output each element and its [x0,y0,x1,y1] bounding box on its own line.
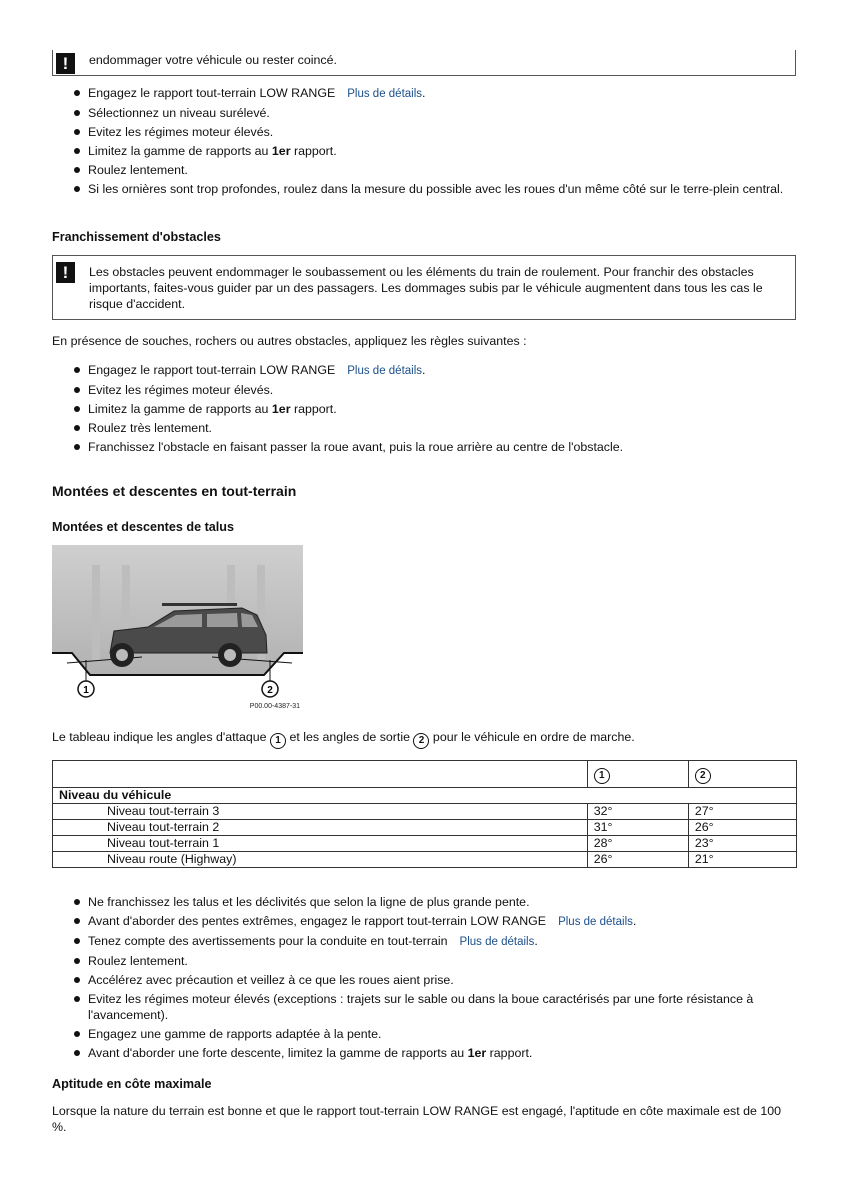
heading-talus: Montées et descentes de talus [52,520,234,534]
angles-table [52,760,797,868]
list-item: Evitez les régimes moteur élevés. [88,382,788,398]
angle-1-icon: 1 [270,733,286,749]
list-item: Engagez une gamme de rapports adaptée à la pente. [88,1026,788,1042]
warning-icon: ! [56,262,75,283]
section-heading: Montées et descentes en tout-terrain [52,483,297,499]
list-item: Tenez compte des avertissements pour la conduite en tout-terrain Plus de détails. [88,933,788,950]
warning-icon: ! [56,53,75,74]
details-link[interactable]: Plus de détails [459,936,535,948]
intro-obstacles: En présence de souches, rochers ou autres obstacles, appliquez les règles suivantes : [52,334,527,348]
bullet-list-slopes [88,894,788,1064]
details-link[interactable]: Plus de détails [347,88,423,100]
list-item: Franchissez l'obstacle en faisant passer la roue avant, puis la roue arrière au centre de l'obstacle. [88,439,788,455]
figure-code: P00.00-4387-31 [249,703,300,710]
list-item: Evitez les régimes moteur élevés. [88,124,788,140]
list-item: Roulez lentement. [88,162,788,178]
list-item: Accélérez avec précaution et veillez à ce que les roues aient prise. [88,972,788,988]
list-item: Avant d'aborder des pentes extrêmes, engagez le rapport tout-terrain LOW RANGE Plus de détails. [88,913,788,930]
warning-box-obstacles [52,255,796,320]
table-header-row [53,761,797,788]
list-item: Limitez la gamme de rapports au 1er rapport. [88,143,788,159]
heading-obstacles: Franchissement d'obstacles [52,230,221,244]
table-header-cell [587,761,688,788]
list-item: Engagez le rapport tout-terrain LOW RANGE Plus de détails. [88,362,788,379]
list-item: Engagez le rapport tout-terrain LOW RANGE Plus de détails. [88,85,788,102]
bullet-list-obstacles [88,362,788,458]
list-item: Evitez les régimes moteur élevés (exceptions : trajets sur le sable ou dans la boue caractérisés par une forte résistance à l'avancement). [88,991,788,1023]
table-header-cell [53,761,588,788]
table-intro: Le tableau indique les angles d'attaque 1 et les angles de sortie 2 pour le véhicule en ordre de marche. [52,729,797,749]
list-item: Sélectionnez un niveau surélevé. [88,105,788,121]
warning-box-top [52,50,796,76]
heading-cote: Aptitude en côte maximale [52,1077,212,1091]
warning-text: endommager votre véhicule ou rester coincé. [89,53,337,67]
marker-1-label: 1 [83,685,89,696]
angle-1-icon: 1 [594,768,610,784]
angle-2-icon: 2 [695,768,711,784]
list-item: Si les ornières sont trop profondes, roulez dans la mesure du possible avec les roues d'un même côté sur le terre-plein central. [88,181,788,197]
table-group-row [53,788,797,804]
angle-2-icon: 2 [413,733,429,749]
vehicle-illustration [52,545,303,712]
list-item: Roulez lentement. [88,953,788,969]
warning-text: Les obstacles peuvent endommager le soubassement ou les éléments du train de roulement. Pour franchir des obstacles importants, faites-vous guider par un des passagers. Les dommages subis par le véhicule augmentent dans tous les cas le risque d'accident. [89,265,763,311]
table-row: Niveau tout-terrain 2 31° 26° [53,820,797,836]
table-row: Niveau tout-terrain 3 32° 27° [53,804,797,820]
table-group-label: Niveau du véhicule [53,788,797,804]
table-row: Niveau route (Highway) 26° 21° [53,852,797,868]
details-link[interactable]: Plus de détails [558,916,633,928]
vehicle-slope-figure [52,545,303,712]
para-cote: Lorsque la nature du terrain est bonne et que le rapport tout-terrain LOW RANGE est engagé, l'aptitude en côte maximale est de 100 %. [52,1104,782,1134]
list-item: Limitez la gamme de rapports au 1er rapport. [88,401,788,417]
list-item: Roulez très lentement. [88,420,788,436]
details-link[interactable]: Plus de détails [347,365,423,377]
table-row: Niveau tout-terrain 1 28° 23° [53,836,797,852]
marker-2-label: 2 [267,685,273,696]
list-item: Avant d'aborder une forte descente, limitez la gamme de rapports au 1er rapport. [88,1045,788,1061]
bullet-list-ruts [88,85,788,200]
list-item: Ne franchissez les talus et les déclivités que selon la ligne de plus grande pente. [88,894,788,910]
table-header-cell [688,761,796,788]
